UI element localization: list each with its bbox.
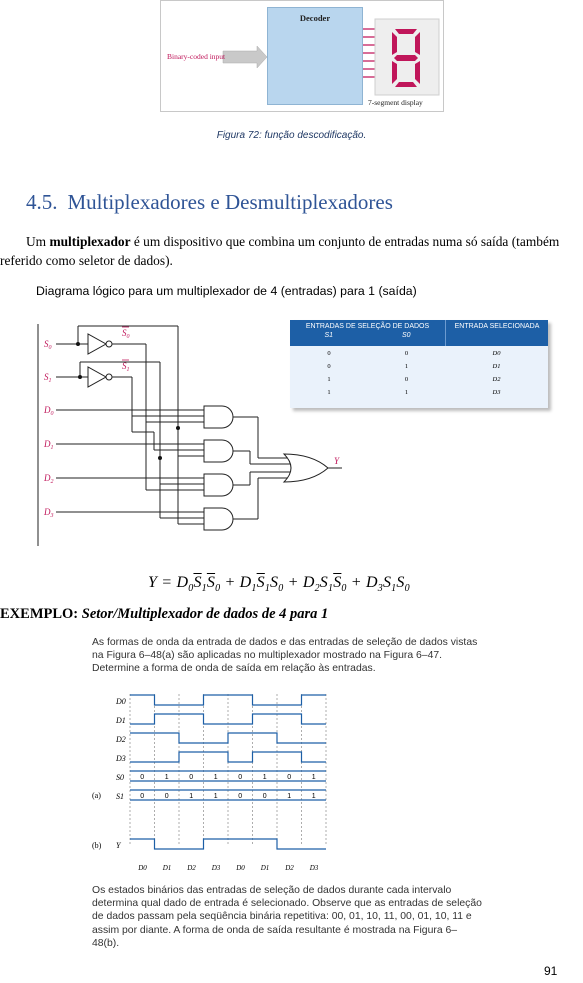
example-heading: [0, 606, 328, 623]
label-d1: $D_1$: [44, 439, 54, 451]
paragraph-suffix: é um dispositivo que combina um conjunto de entradas numa só saída (também referido como seletor de dados).: [0, 234, 560, 268]
example-label: EXEMPLO:: [0, 606, 79, 622]
bit-s1: 0: [140, 793, 145, 800]
bit-s0: 0: [140, 774, 145, 781]
binary-input-label: Binary-coded input: [167, 52, 226, 61]
example-title: Setor/Multiplexador de dados de 4 para 1: [81, 606, 329, 622]
cell-s1: 1: [327, 376, 331, 383]
bit-s0: 1: [164, 774, 169, 781]
header-inputs: ENTRADAS DE SELEÇÃO DE DADOS S1 S0: [305, 323, 430, 339]
example-explanation: Os estados binários das entradas de seleção de dados durante cada intervalo determina qual dado de entrada é selecionado. Observe que as entradas de seleção de dados passam pela seqüência binária repetitiva: 00, 01, 10, 11, 00, 01, 10, 11 e assim por diante. A forma de onda de saída resultante é mostrada na Figura 6–48(b).: [92, 885, 482, 949]
label-d3: $D_3$: [44, 507, 54, 519]
cell-d: D3: [492, 389, 501, 396]
wave-d2: [130, 733, 326, 743]
bit-s0: 1: [213, 774, 218, 781]
selected-input-label: D3: [211, 864, 221, 872]
example-intro: As formas de onda da entrada de dados e das entradas de seleção de dados vistas na Figura 6–48(a) são aplicadas no multiplexador mostrado na Figura 6–47. Determine a forma de onda de saída em relação às entradas.: [92, 637, 478, 675]
bit-s0: 1: [311, 774, 316, 781]
mux-equation: $Y = D_0\overline{S}_1\overline{S}_0 + D_1\overline{S}_1S_0 + D_2S_1\overline{S}_0 + D_3S_1S_0$: [148, 574, 410, 595]
wave-label-s0: S0: [116, 773, 124, 782]
selected-input-label: D1: [260, 864, 270, 872]
selection-truth-table: [290, 320, 548, 408]
truth-table-row: [290, 376, 548, 389]
section-number: 4.5.: [26, 190, 58, 214]
bit-s1: 1: [311, 793, 316, 800]
selected-input-label: D1: [162, 864, 172, 872]
cell-s1: 1: [327, 389, 331, 396]
selected-input-label: D0: [236, 864, 245, 872]
intro-paragraph: [0, 232, 583, 270]
bit-s0: 0: [238, 774, 243, 781]
bit-s1: 1: [287, 793, 292, 800]
bit-s0: 0: [287, 774, 292, 781]
cell-s0: 1: [404, 389, 409, 396]
wave-label-y: Y: [116, 841, 121, 850]
bit-s1: 0: [262, 793, 267, 800]
truth-table-row: [290, 389, 548, 402]
wave-d3: [130, 752, 326, 762]
paragraph-prefix: Um: [26, 234, 50, 249]
cell-s0: 0: [404, 350, 409, 357]
part-a-label: (a): [92, 791, 101, 800]
label-s0: $S_0$: [44, 339, 52, 351]
section-title: Multiplexadores e Desmultiplexadores: [67, 190, 393, 214]
truth-table-row: [290, 363, 548, 376]
header-output: ENTRADA SELECIONADA: [445, 320, 548, 346]
bit-s1: 0: [164, 793, 169, 800]
label-y-output: Y: [334, 456, 340, 466]
decoder-title: Decoder: [299, 13, 331, 23]
label-s1: $S_1$: [44, 372, 52, 384]
bit-s1: 1: [213, 793, 218, 800]
wave-label-d2: D2: [116, 735, 126, 744]
wave-label-d3: D3: [116, 754, 126, 763]
paragraph-term: multiplexador: [49, 234, 131, 249]
cell-s1: 0: [327, 350, 331, 357]
input-arrow-icon: [223, 46, 267, 68]
wave-label-d0: D0: [116, 697, 126, 706]
seven-segment-label: 7-segment display: [368, 98, 423, 107]
cell-s1: 0: [327, 363, 331, 370]
selected-input-label: D2: [187, 864, 196, 872]
page-number: 91: [544, 964, 558, 978]
selected-input-label: D0: [138, 864, 147, 872]
part-b-label: (b): [92, 841, 102, 850]
figure-72-decoder: [160, 0, 444, 112]
label-s0-bar: $S_0$: [122, 328, 130, 340]
cell-d: D2: [492, 376, 501, 383]
waveform-diagram: [86, 690, 336, 878]
bit-s0: 1: [262, 774, 267, 781]
truth-table-header: [290, 320, 548, 346]
col-s1: S1: [324, 332, 334, 339]
section-heading: [26, 190, 393, 215]
wave-label-s1: S1: [116, 792, 124, 801]
selected-input-label: D2: [285, 864, 294, 872]
cell-s0: 1: [404, 363, 409, 370]
col-s0: S0: [401, 332, 411, 339]
truth-table-rows: [290, 346, 548, 402]
label-s1-bar: $S_1$: [122, 361, 130, 373]
bit-s1: 1: [189, 793, 194, 800]
cell-s0: 0: [404, 376, 409, 383]
truth-table-row: [290, 350, 548, 363]
figure-72-caption: Figura 72: função descodificação.: [216, 130, 367, 141]
cell-d: D1: [492, 363, 501, 370]
bit-s0: 0: [189, 774, 194, 781]
cell-d: D0: [492, 350, 501, 357]
diagram-title: Diagrama lógico para um multiplexador de 4 (entradas) para 1 (saída): [36, 284, 417, 298]
label-d2: $D_2$: [44, 473, 54, 485]
selected-input-label: D3: [309, 864, 319, 872]
bit-s1: 0: [238, 793, 243, 800]
label-d0: $D_0$: [44, 405, 54, 417]
wave-label-d1: D1: [116, 716, 126, 725]
